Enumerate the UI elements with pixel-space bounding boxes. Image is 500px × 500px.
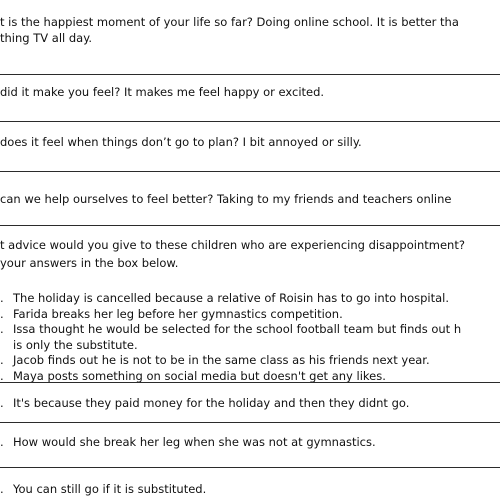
list-marker: .	[0, 368, 4, 383]
scenario-text: Issa thought he would be selected for the school football team but finds out h	[13, 322, 462, 336]
divider-line	[0, 467, 500, 468]
question-happiest-moment-cont: thing TV all day.	[0, 31, 93, 45]
list-marker: .	[0, 306, 4, 321]
list-marker: .	[0, 291, 4, 305]
answer-row	[0, 395, 409, 411]
question-advice: t advice would you give to these children who are experiencing disappointment?	[0, 238, 465, 252]
divider-line	[0, 171, 500, 172]
question-advice-instruction: your answers in the box below.	[0, 256, 179, 270]
question-happiest-moment: t is the happiest moment of your life so far? Doing online school. It is better tha	[0, 15, 459, 29]
divider-line	[0, 422, 500, 423]
divider-line	[0, 74, 500, 75]
list-item	[0, 353, 461, 369]
divider-line	[0, 382, 500, 383]
list-marker: .	[0, 353, 4, 367]
list-item-continuation	[0, 338, 461, 354]
scenario-text: The holiday is cancelled because a relative of Roisin has to go into hospital.	[13, 291, 450, 305]
answer-text: How would she break her leg when she was not at gymnastics.	[13, 435, 376, 449]
answer-text: It's because they paid money for the holiday and then they didnt go.	[13, 396, 410, 410]
list-item	[0, 307, 461, 323]
list-item	[0, 291, 461, 307]
answer-text: You can still go if it is substituted.	[13, 482, 207, 496]
answer-row	[0, 481, 206, 497]
scenario-text-cont: is only the substitute.	[13, 337, 138, 352]
scenario-text: Jacob finds out he is not to be in the same class as his friends next year.	[13, 353, 430, 367]
scenario-list	[0, 291, 461, 384]
answer-marker: .	[0, 435, 4, 449]
question-feel-better: can we help ourselves to feel better? Taking to my friends and teachers online	[0, 192, 452, 206]
list-marker: .	[0, 322, 4, 336]
question-not-to-plan: does it feel when things don’t go to plan? I bit annoyed or silly.	[0, 135, 362, 149]
scenario-text: Maya posts something on social media but doesn't get any likes.	[13, 368, 386, 383]
answer-marker: .	[0, 396, 4, 410]
scenario-text: Farida breaks her leg before her gymnastics competition.	[13, 306, 343, 321]
divider-line	[0, 121, 500, 122]
divider-line	[0, 225, 500, 226]
answer-marker: .	[0, 482, 4, 496]
answer-row	[0, 434, 376, 450]
question-how-feel: did it make you feel? It makes me feel happy or excited.	[0, 85, 325, 99]
list-item	[0, 322, 461, 338]
